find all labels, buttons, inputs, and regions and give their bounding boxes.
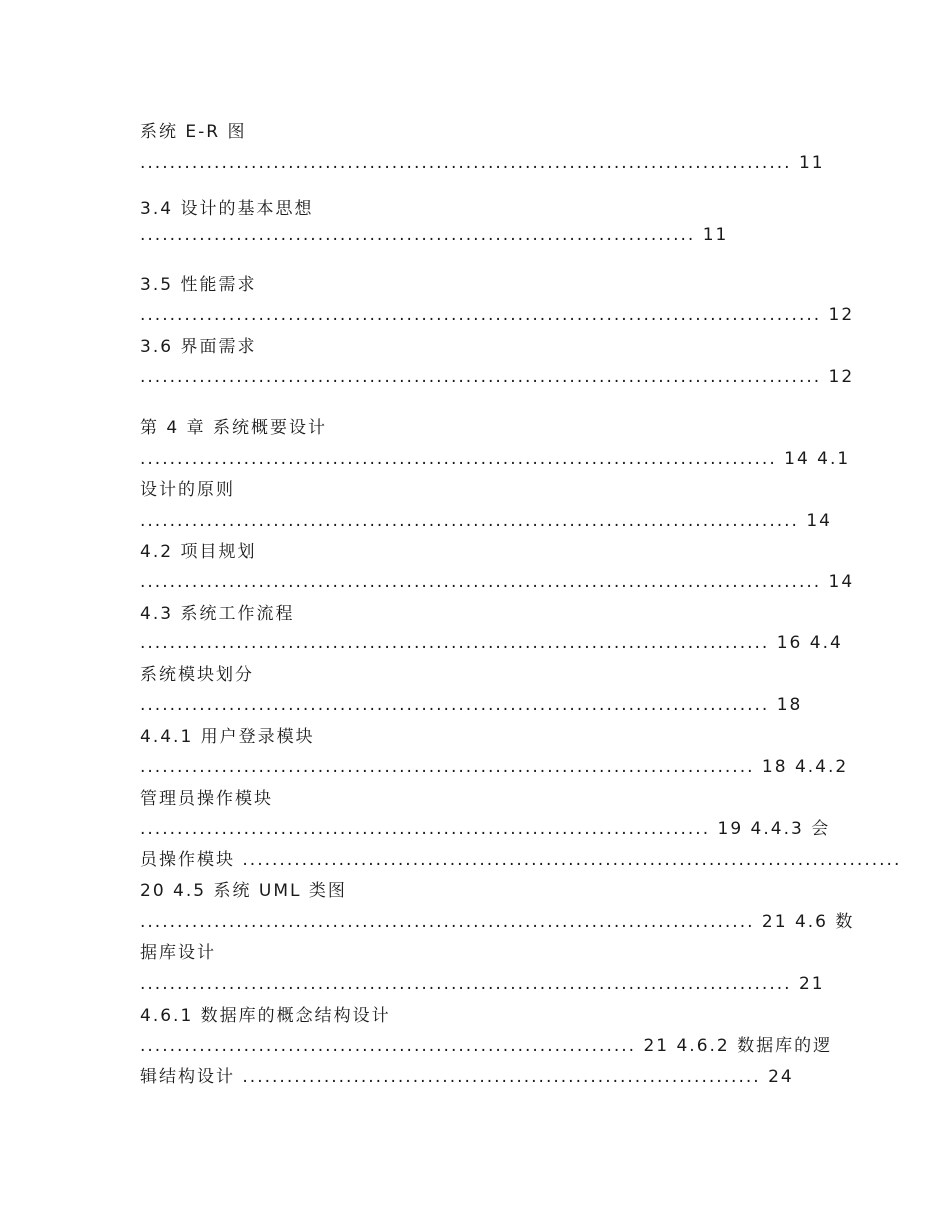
toc-line-3-5-title: 3.5 性能需求 bbox=[140, 275, 257, 295]
toc-line-3-6-leader: ............................................................................................ 12 bbox=[140, 367, 855, 387]
toc-line-er-diagram-leader: ........................................................................................ 11 bbox=[140, 153, 825, 173]
toc-line-3-4-title: 3.4 设计的基本思想 bbox=[140, 199, 314, 219]
toc-line-4-6-leader: ........................................................................................ 21 bbox=[140, 974, 825, 994]
toc-line-4-5-title: 20 4.5 系统 UML 类图 bbox=[140, 881, 347, 901]
toc-line-4-2-title: 4.2 项目规划 bbox=[140, 542, 257, 562]
toc-line-4-1-leader: ......................................................................................... 14 bbox=[140, 511, 832, 531]
toc-line-3-6-title: 3.6 界面需求 bbox=[140, 337, 257, 357]
toc-line-module-leader: ..................................................................................... 18 bbox=[140, 695, 803, 715]
toc-line-4-6-2-continued: 辑结构设计 ...................................................................... 24 bbox=[140, 1067, 794, 1087]
toc-line-module-title: 系统模块划分 bbox=[140, 665, 254, 685]
toc-line-3-4-leader: ........................................................................... 11 bbox=[140, 225, 729, 245]
toc-line-er-diagram-title: 系统 E-R 图 bbox=[140, 122, 247, 142]
toc-line-4-1-title: 设计的原则 bbox=[140, 480, 235, 500]
toc-line-3-5-leader: ............................................................................................ 12 bbox=[140, 305, 855, 325]
toc-line-4-4-2-title: 管理员操作模块 bbox=[140, 789, 273, 809]
toc-line-4-4-1-leader: ................................................................................... 18 4.4.2 bbox=[140, 757, 849, 777]
toc-line-4-3-title: 4.3 系统工作流程 bbox=[140, 604, 295, 624]
toc-line-4-2-leader: ............................................................................................ 14 bbox=[140, 572, 855, 592]
toc-line-ch4-title: 第 4 章 系统概要设计 bbox=[140, 418, 328, 438]
toc-line-4-4-2-leader: ............................................................................. 19 4.4.3 会 bbox=[140, 819, 831, 839]
toc-line-4-3-leader: ..................................................................................... 16 4.4 bbox=[140, 633, 843, 653]
toc-line-4-6-continued: 据库设计 bbox=[140, 943, 216, 963]
toc-line-4-4-3-continued: 员操作模块 ......................................................................................... bbox=[140, 850, 902, 870]
toc-line-4-6-1-title: 4.6.1 数据库的概念结构设计 bbox=[140, 1006, 391, 1026]
toc-line-4-4-1-title: 4.4.1 用户登录模块 bbox=[140, 727, 315, 747]
toc-line-4-5-leader: ................................................................................... 21 4.6 数 bbox=[140, 912, 855, 932]
toc-line-ch4-leader: ...................................................................................... 14 4.1 bbox=[140, 449, 851, 469]
toc-line-4-6-1-leader: ................................................................... 21 4.6.2 数据库的逻 bbox=[140, 1036, 833, 1056]
